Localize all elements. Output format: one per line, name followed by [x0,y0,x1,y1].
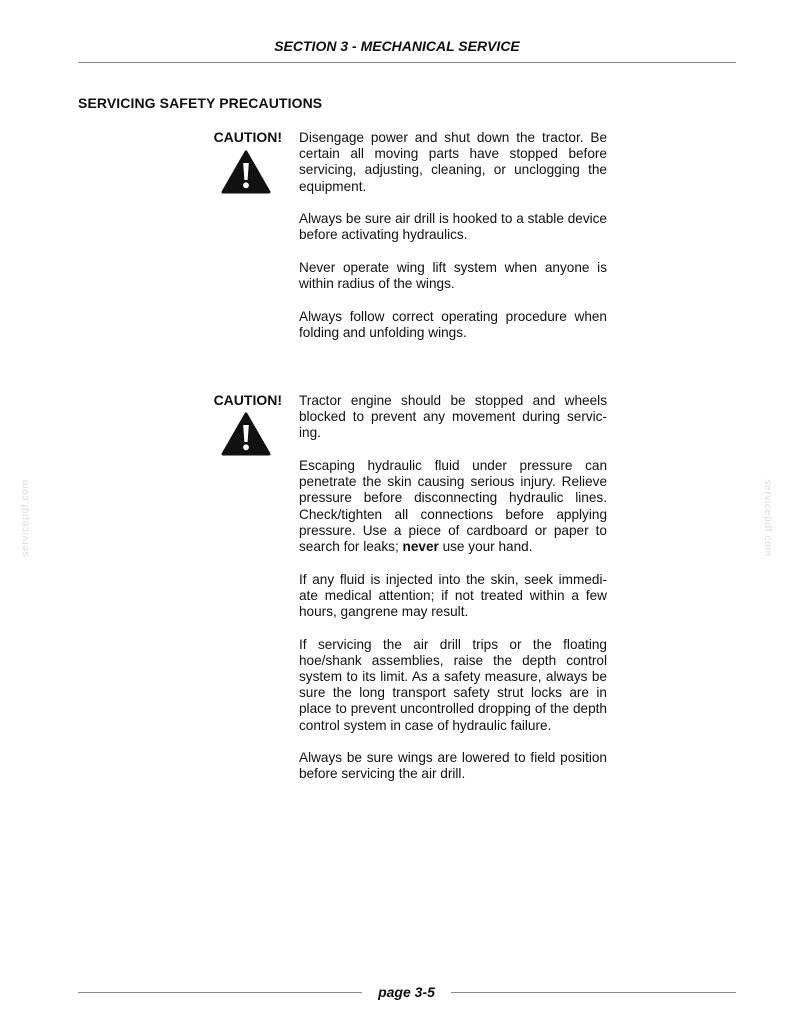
page-number: page 3-5 [378,984,435,1000]
caution-paragraph: Never operate wing lift system when anyone is within radius of the wings. [299,260,607,292]
caution-label: CAUTION! [213,129,282,145]
caution-text-block [299,130,607,341]
header-divider [78,62,736,63]
caution-paragraph: Always be sure wings are lowered to field position before servicing the air drill. [299,750,607,782]
watermark-right: servicepdf.com [762,479,774,557]
warning-triangle-icon [221,412,271,456]
caution-paragraph: Tractor engine should be stopped and wheels blocked to prevent any movement during servic-ing. [299,393,607,441]
emphasis-never: never [402,539,439,555]
section-heading: SERVICING SAFETY PRECAUTIONS [78,95,323,111]
footer-divider-left [78,992,362,993]
caution-text-span: use your hand. [438,539,533,555]
caution-paragraph [299,458,607,555]
watermark-left: servicepdf.com [19,479,31,557]
caution-paragraph: If servicing the air drill trips or the floating hoe/shank assemblies, raise the depth control system to its limit. As a safety measure, always be sure the long transport safety strut locks are in place to prevent uncontrolled dropping of the depth control system in case of hydraulic failure. [299,636,607,733]
caution-text-span: Escaping hydraulic fluid under pressure can penetrate the skin causing serious injury. Relieve pressure before disconnecting hydraulic lines. Check/tighten all connections before applying pressure. Use a piece of cardboard or paper to search for leaks; [299,458,607,555]
caution-paragraph: If any fluid is injected into the skin, seek immedi-ate medical attention; if not treated within a few hours, gangrene may result. [299,571,607,620]
caution-text-block [299,393,607,783]
warning-triangle-icon [221,150,271,194]
caution-label: CAUTION! [213,392,282,408]
header-title: SECTION 3 - MECHANICAL SERVICE [274,38,520,54]
caution-paragraph: Always be sure air drill is hooked to a stable device before activating hydraulics. [299,211,607,243]
footer-divider-right [451,992,736,993]
caution-paragraph: Disengage power and shut down the tractor. Be certain all moving parts have stopped before servicing, adjusting, cleaning, or unclogging the equipment. [299,130,607,194]
caution-paragraph: Always follow correct operating procedure when folding and unfolding wings. [299,308,607,340]
